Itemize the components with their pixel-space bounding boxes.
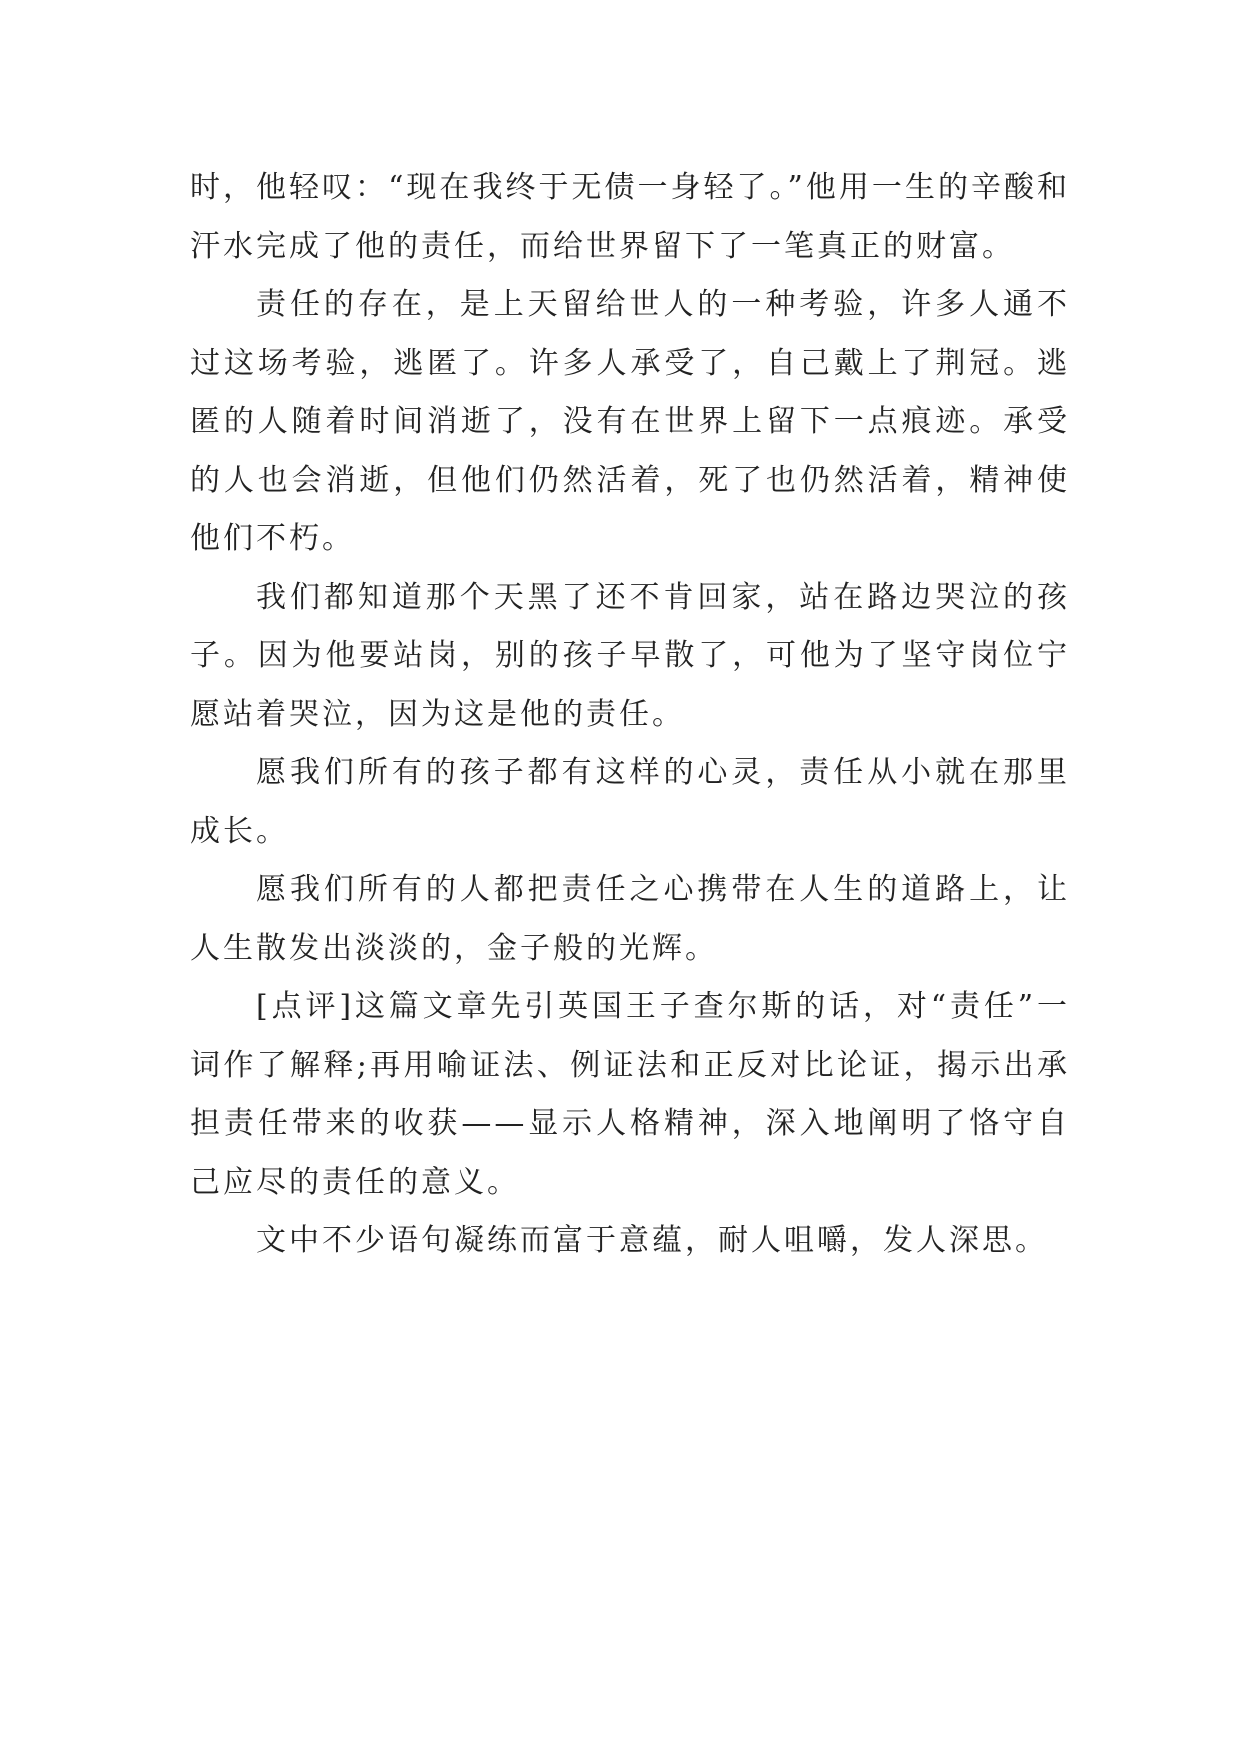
document-body: [190, 159, 1070, 1271]
commentary-paragraph: [点评]这篇文章先引英国王子查尔斯的话，对“责任”一词作了解释;再用喻证法、例证法和正反对比论证，揭示出承担责任带来的收获——显示人格精神，深入地阐明了恪守自己应尽的责任的意义。: [190, 989, 1070, 1200]
paragraph: 我们都知道那个天黑了还不肯回家，站在路边哭泣的孩子。因为他要站岗，别的孩子早散了，可他为了坚守岗位宁愿站着哭泣，因为这是他的责任。: [190, 579, 1070, 732]
paragraph: 责任的存在，是上天留给世人的一种考验，许多人通不过这场考验，逃匿了。许多人承受了，自己戴上了荆冠。逃匿的人随着时间消逝了，没有在世界上留下一点痕迹。承受的人也会消逝，但他们仍然活着，死了也仍然活着，精神使他们不朽。: [190, 287, 1070, 556]
paragraph: 愿我们所有的人都把责任之心携带在人生的道路上，让人生散发出淡淡的，金子般的光辉。: [190, 872, 1070, 966]
paragraph: 愿我们所有的孩子都有这样的心灵，责任从小就在那里成长。: [190, 755, 1070, 849]
paragraph-continuation: 时，他轻叹：“现在我终于无债一身轻了。”他用一生的辛酸和汗水完成了他的责任，而给世界留下了一笔真正的财富。: [190, 170, 1070, 264]
paragraph: 文中不少语句凝练而富于意蕴，耐人咀嚼，发人深思。: [256, 1223, 1048, 1258]
